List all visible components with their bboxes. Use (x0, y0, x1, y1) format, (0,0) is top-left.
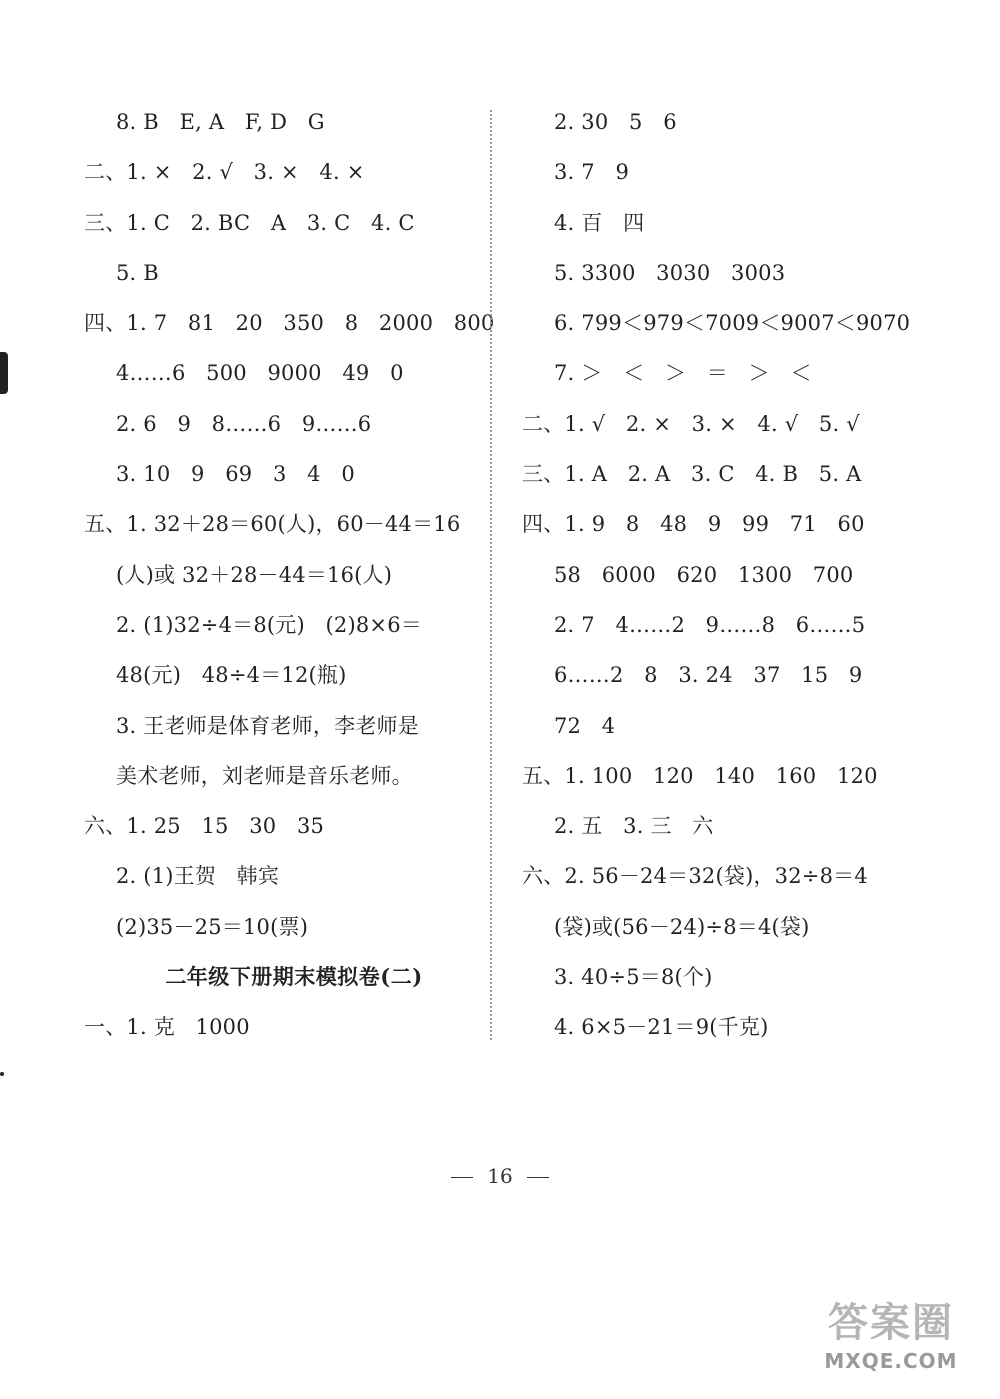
watermark-url: MXQE.COM (824, 1349, 958, 1373)
answer-line: 美术老师，刘老师是音乐老师。 (116, 763, 413, 788)
column-divider (490, 110, 492, 1040)
scan-edge-mark (0, 352, 8, 394)
answer-line: 5. 3300 3030 3003 (554, 260, 786, 285)
answer-line: 7. ＞ ＜ ＞ ＝ ＞ ＜ (554, 361, 812, 386)
answer-line: 六、2. 56－24＝32(袋)，32÷8＝4 (522, 864, 868, 889)
answer-line: 2. 6 9 8……6 9……6 (116, 411, 372, 436)
answer-line: 58 6000 620 1300 700 (554, 562, 854, 587)
answer-line: 五、1. 32＋28＝60(人)，60－44＝16 (84, 512, 461, 537)
answer-line: 2. (1)王贺 韩宾 (116, 864, 280, 889)
answer-line: 6……2 8 3. 24 37 15 9 (554, 663, 863, 688)
answer-line: 三、1. C 2. BC A 3. C 4. C (84, 210, 415, 235)
answer-line: 5. B (116, 260, 159, 285)
answer-line: (2)35－25＝10(票) (116, 914, 309, 939)
answer-line: 3. 7 9 (554, 160, 630, 185)
answer-line: 3. 10 9 69 3 4 0 (116, 462, 355, 487)
footer-dash-left (451, 1177, 473, 1178)
answer-line: 四、1. 7 81 20 350 8 2000 800 (84, 311, 495, 336)
section-heading: 二年级下册期末模拟卷(二) (165, 964, 423, 990)
answer-line: 8. B E, A F, D G (116, 110, 325, 134)
answer-line: 6. 799＜979＜7009＜9007＜9070 (554, 311, 911, 336)
answer-line: (袋)或(56－24)÷8＝4(袋) (554, 914, 810, 939)
answer-line: 二、1. √ 2. × 3. × 4. √ 5. √ (522, 411, 860, 436)
footer-dash-right (527, 1177, 549, 1178)
answer-line: 2. 五 3. 三 六 (554, 814, 714, 839)
scan-edge-dot (0, 1072, 4, 1076)
answer-line: 4. 百 四 (554, 210, 645, 235)
answer-line: 一、1. 克 1000 (84, 1015, 250, 1040)
site-watermark (796, 1297, 986, 1387)
page-footer (0, 1164, 1000, 1188)
answer-line: (人)或 32＋28－44＝16(人) (116, 562, 393, 587)
answer-line: 2. 30 5 6 (554, 110, 677, 134)
left-answer-column (84, 97, 495, 1053)
answer-line: 48(元) 48÷4＝12(瓶) (116, 663, 347, 688)
watermark-logo-text: 答案圈 (828, 1300, 954, 1346)
answer-line: 4……6 500 9000 49 0 (116, 361, 404, 386)
answer-line: 四、1. 9 8 48 9 99 71 60 (522, 512, 865, 537)
answer-line: 六、1. 25 15 30 35 (84, 814, 325, 839)
answer-line: 4. 6×5－21＝9(千克) (554, 1015, 769, 1040)
answer-line: 三、1. A 2. A 3. C 4. B 5. A (522, 462, 862, 487)
answer-line: 72 4 (554, 713, 616, 738)
answer-line: 3. 40÷5＝8(个) (554, 965, 713, 990)
answer-line: 2. 7 4……2 9……8 6……5 (554, 612, 866, 637)
answer-line: 五、1. 100 120 140 160 120 (522, 763, 878, 788)
answer-line: 3. 王老师是体育老师，李老师是 (116, 713, 419, 738)
answer-line: 二、1. × 2. √ 3. × 4. × (84, 160, 365, 185)
page-number: 16 (487, 1164, 513, 1188)
answer-line: 2. (1)32÷4＝8(元) (2)8×6＝ (116, 612, 422, 637)
right-answer-column (522, 97, 942, 1053)
